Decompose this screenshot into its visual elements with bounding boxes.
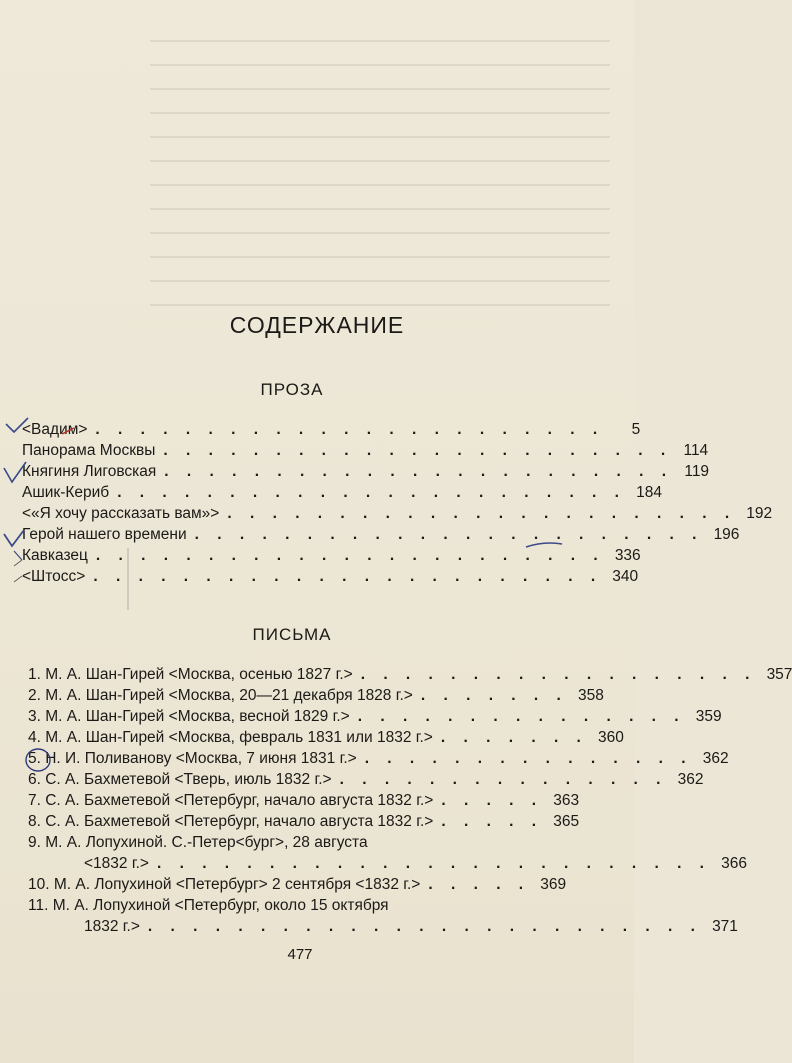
toc-title: 9. М. А. Лопухиной. С.-Петер<бург>, 28 августа <box>28 834 368 851</box>
toc-row <box>22 504 773 524</box>
leader-dots: . . . . . . . . . . . . . . . <box>357 708 686 725</box>
toc-page: 362 <box>677 771 704 788</box>
toc-row <box>28 665 792 685</box>
leader-dots: . . . . . . . . . . . . . . . <box>364 750 693 767</box>
toc-title: 4. М. А. Шан-Гирей <Москва, февраль 1831 или 1832 г.> <box>28 729 433 746</box>
toc-title: 7. С. А. Бахметевой <Петербург, начало августа 1832 г.> <box>28 792 434 809</box>
toc-page: 371 <box>712 918 738 935</box>
checkmark-icon <box>4 530 24 546</box>
toc-page: 366 <box>721 855 747 872</box>
toc-title: <«Я хочу рассказать вам»> <box>22 505 220 522</box>
toc-page: 362 <box>702 750 729 767</box>
toc-row <box>28 791 580 811</box>
toc-row-continuation <box>84 854 747 874</box>
toc-page: 336 <box>614 547 641 564</box>
toc-title-continuation: 1832 г.> <box>84 918 140 935</box>
toc-page: 184 <box>636 484 662 501</box>
leader-dots: . . . . . <box>428 876 531 893</box>
toc-row-continuation <box>84 917 738 937</box>
letters-heading: ПИСЬМА <box>252 625 332 644</box>
toc-row <box>28 875 565 895</box>
leader-dots: . . . . . . . . . . . . . . . . . . . . . . . <box>194 526 704 543</box>
leader-dots: . . . . . . . . . . . . . . . <box>339 771 668 788</box>
leader-dots: . . . . . . . . . . . . . . . . . . . . . . . <box>164 463 674 480</box>
leader-dots: . . . . . <box>441 792 544 809</box>
toc-title-continuation: <1832 г.> <box>84 855 149 872</box>
toc-page: 365 <box>553 813 580 830</box>
leader-dots: . . . . . . . . . . . . . . . . . . <box>360 666 757 683</box>
toc-page: 363 <box>553 792 580 809</box>
toc-row <box>28 749 729 769</box>
toc-title: 6. С. А. Бахметевой <Тверь, июль 1832 г.> <box>28 771 332 788</box>
toc-row <box>28 728 624 748</box>
page-number: 477 <box>287 946 313 963</box>
toc-title: 10. М. А. Лопухиной <Петербург> 2 сентября <1832 г.> <box>28 876 421 893</box>
toc-page: 357 <box>766 666 792 683</box>
pencil-stroke-icon <box>14 551 22 560</box>
page-title: СОДЕРЖАНИЕ <box>229 312 405 338</box>
leader-dots: . . . . . . . . . . . . . . . . . . . . . . . <box>95 547 605 564</box>
toc-title: 2. М. А. Шан-Гирей <Москва, 20—21 декабря 1828 г.> <box>28 687 413 704</box>
toc-row <box>22 546 641 566</box>
leader-dots: . . . . . . . . . . . . . . . . . . . . . . . . . <box>156 855 711 872</box>
toc-title: 11. М. А. Лопухиной <Петербург, около 15 октября <box>28 897 389 914</box>
toc-title: 5. Н. И. Поливанову <Москва, 7 июня 1831 г.> <box>28 750 357 767</box>
toc-row <box>28 812 580 832</box>
toc-title: Ашик-Кериб <box>22 484 110 501</box>
toc-page: 114 <box>683 442 709 459</box>
toc-row <box>28 833 565 853</box>
toc-title: Княгиня Лиговская <box>22 463 157 480</box>
toc-page: 369 <box>540 876 567 893</box>
margin-tick-icon <box>14 560 22 582</box>
toc-title: Кавказец <box>22 547 88 564</box>
toc-row <box>22 525 740 545</box>
leader-dots: . . . . . . . <box>420 687 568 704</box>
toc-page: 340 <box>612 568 639 585</box>
toc-title: Герой нашего времени <box>22 526 187 543</box>
toc-row <box>28 770 704 790</box>
leader-dots: . . . . . . . . . . . . . . . . . . . . . . . <box>93 568 603 585</box>
toc-title: <Штосс> <box>22 568 86 585</box>
leader-dots: . . . . . <box>441 813 544 830</box>
leader-dots: . . . . . . . . . . . . . . . . . . . . . . . <box>95 421 605 438</box>
toc-page: 358 <box>577 687 604 704</box>
toc-page: 360 <box>597 729 624 746</box>
toc-row <box>28 686 604 706</box>
toc-title: 3. М. А. Шан-Гирей <Москва, весной 1829 г.> <box>28 708 350 725</box>
leader-dots: . . . . . . . . . . . . . . . . . . . . . . . . . <box>147 918 702 935</box>
toc-title: 8. С. А. Бахметевой <Петербург, начало августа 1832 г.> <box>28 813 434 830</box>
toc-row <box>22 567 639 587</box>
toc-row <box>22 441 709 461</box>
toc-row <box>22 483 662 503</box>
toc-title: <Вадим> <box>22 421 88 438</box>
bleed-through-text <box>150 40 610 320</box>
toc-page: 196 <box>713 526 740 543</box>
toc-row <box>22 462 710 482</box>
toc-title: 1. М. А. Шан-Гирей <Москва, осенью 1827 г.> <box>28 666 353 683</box>
leader-dots: . . . . . . . . . . . . . . . . . . . . . . . <box>117 484 626 501</box>
toc-page: 192 <box>746 505 773 522</box>
leader-dots: . . . . . . . . . . . . . . . . . . . . . . . <box>163 442 673 459</box>
toc-page: 119 <box>684 463 710 480</box>
leader-dots: . . . . . . . <box>440 729 588 746</box>
toc-row <box>28 896 565 916</box>
toc-row <box>28 707 722 727</box>
prose-heading: ПРОЗА <box>260 380 324 399</box>
toc-row <box>22 420 641 440</box>
toc-page: 359 <box>695 708 722 725</box>
toc-page: 5 <box>631 421 641 438</box>
leader-dots: . . . . . . . . . . . . . . . . . . . . . . . <box>227 505 737 522</box>
toc-title: Панорама Москвы <box>22 442 156 459</box>
